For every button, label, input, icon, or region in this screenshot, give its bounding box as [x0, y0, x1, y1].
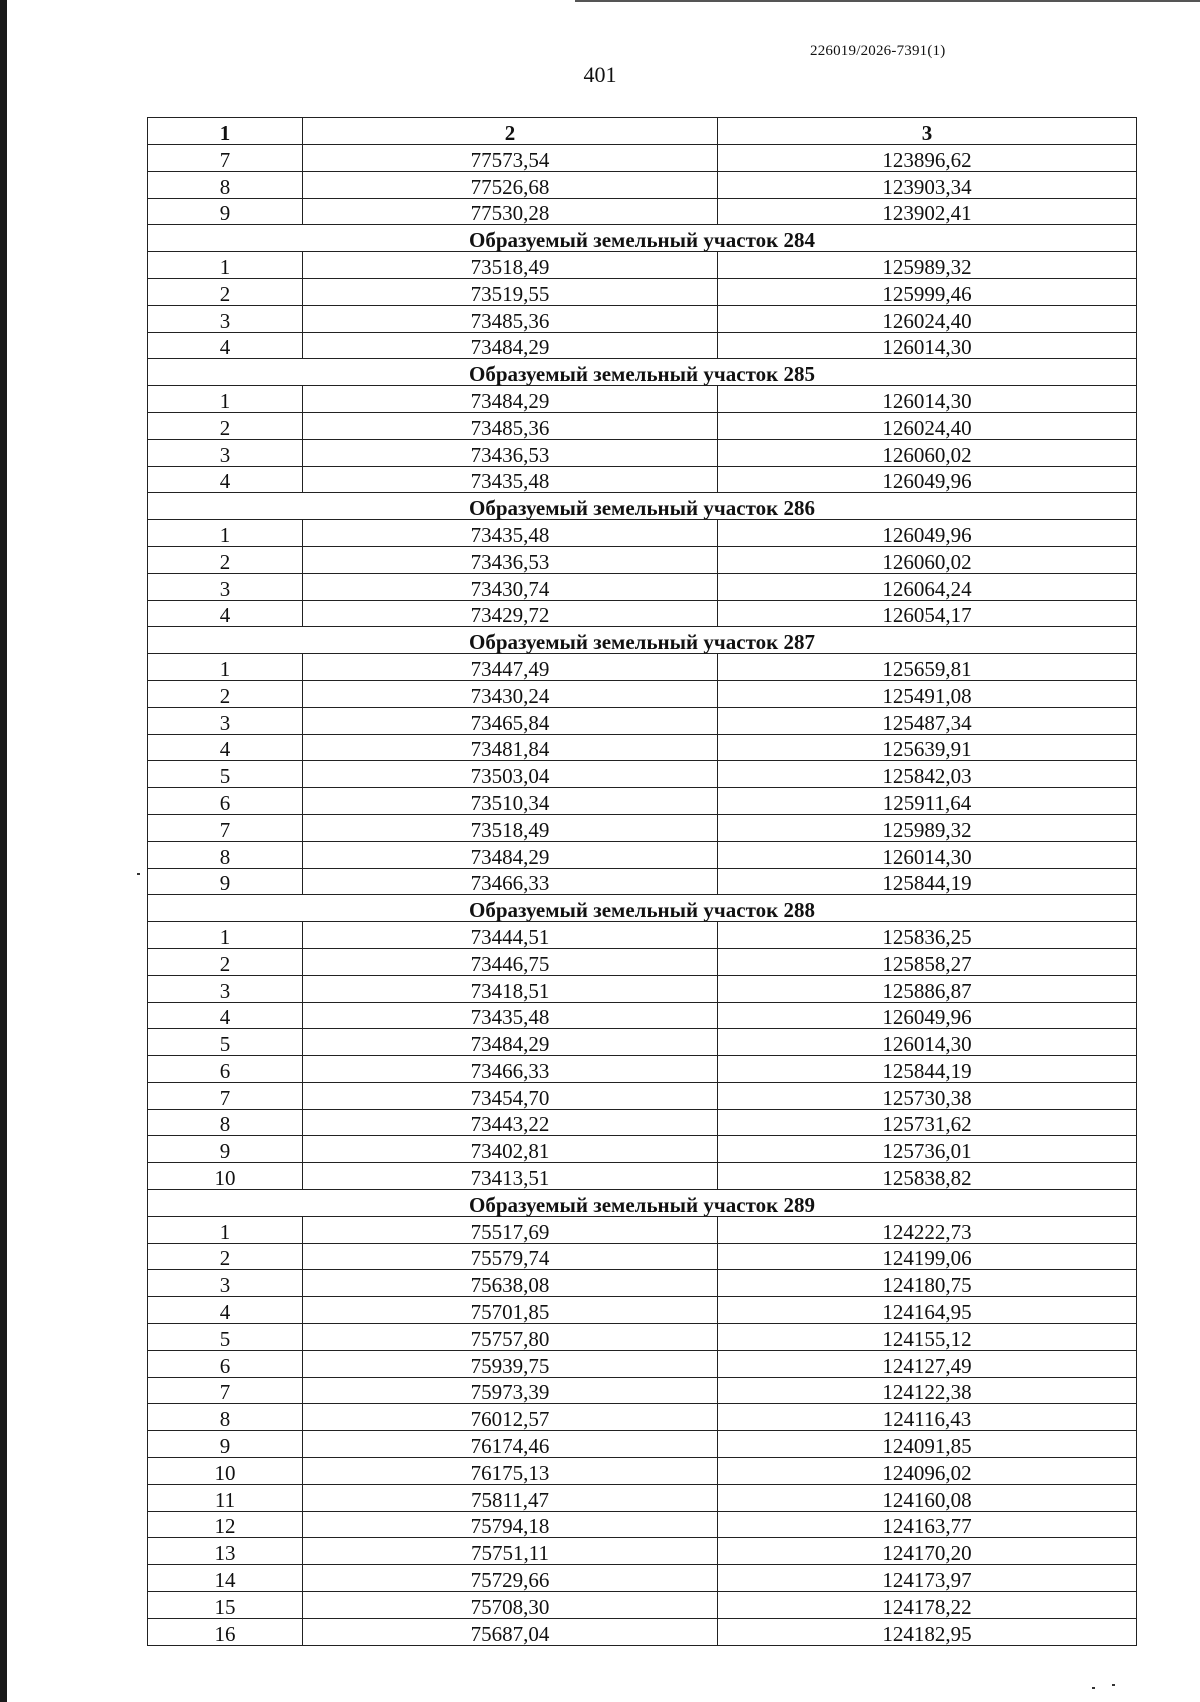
- y-coordinate-cell: 126060,02: [718, 439, 1137, 466]
- y-coordinate-cell: 126049,96: [718, 466, 1137, 493]
- point-number-cell: 10: [148, 1458, 303, 1485]
- table-row: [148, 707, 1137, 734]
- table-row: [148, 1056, 1137, 1083]
- table-row: [148, 1511, 1137, 1538]
- point-number-cell: 4: [148, 1002, 303, 1029]
- point-number-cell: 3: [148, 1270, 303, 1297]
- scan-speck: [1112, 1684, 1115, 1686]
- y-coordinate-cell: 124096,02: [718, 1458, 1137, 1485]
- x-coordinate-cell: 75939,75: [303, 1350, 718, 1377]
- y-coordinate-cell: 126049,96: [718, 520, 1137, 547]
- point-number-cell: 1: [148, 386, 303, 413]
- point-number-cell: 9: [148, 198, 303, 225]
- x-coordinate-cell: 73413,51: [303, 1163, 718, 1190]
- table-row: [148, 1029, 1137, 1056]
- y-coordinate-cell: 123903,34: [718, 171, 1137, 198]
- table-row: [148, 546, 1137, 573]
- x-coordinate-cell: 73443,22: [303, 1109, 718, 1136]
- table-row: [148, 278, 1137, 305]
- y-coordinate-cell: 125844,19: [718, 868, 1137, 895]
- point-number-cell: 12: [148, 1511, 303, 1538]
- x-coordinate-cell: 73510,34: [303, 788, 718, 815]
- table-row: [148, 814, 1137, 841]
- point-number-cell: 7: [148, 814, 303, 841]
- table-row: [148, 412, 1137, 439]
- x-coordinate-cell: 76175,13: [303, 1458, 718, 1485]
- x-coordinate-cell: 73484,29: [303, 841, 718, 868]
- x-coordinate-cell: 73430,24: [303, 680, 718, 707]
- y-coordinate-cell: 124091,85: [718, 1431, 1137, 1458]
- y-coordinate-cell: 124163,77: [718, 1511, 1137, 1538]
- y-coordinate-cell: 126024,40: [718, 412, 1137, 439]
- x-coordinate-cell: 73436,53: [303, 439, 718, 466]
- point-number-cell: 8: [148, 841, 303, 868]
- table-row: [148, 1243, 1137, 1270]
- point-number-cell: 11: [148, 1484, 303, 1511]
- point-number-cell: 15: [148, 1592, 303, 1619]
- point-number-cell: 6: [148, 1056, 303, 1083]
- x-coordinate-cell: 73418,51: [303, 975, 718, 1002]
- x-coordinate-cell: 73466,33: [303, 868, 718, 895]
- x-coordinate-cell: 76012,57: [303, 1404, 718, 1431]
- table-row: [148, 1565, 1137, 1592]
- y-coordinate-cell: 126054,17: [718, 600, 1137, 627]
- point-number-cell: 5: [148, 1324, 303, 1351]
- y-coordinate-cell: 124180,75: [718, 1270, 1137, 1297]
- x-coordinate-cell: 77530,28: [303, 198, 718, 225]
- y-coordinate-cell: 125838,82: [718, 1163, 1137, 1190]
- x-coordinate-cell: 73518,49: [303, 252, 718, 279]
- point-number-cell: 3: [148, 975, 303, 1002]
- y-coordinate-cell: 125886,87: [718, 975, 1137, 1002]
- y-coordinate-cell: 125659,81: [718, 654, 1137, 681]
- point-number-cell: 1: [148, 1216, 303, 1243]
- y-coordinate-cell: 125836,25: [718, 922, 1137, 949]
- point-number-cell: 8: [148, 171, 303, 198]
- y-coordinate-cell: 126014,30: [718, 1029, 1137, 1056]
- table-row: [148, 332, 1137, 359]
- point-number-cell: 2: [148, 948, 303, 975]
- point-number-cell: 7: [148, 1377, 303, 1404]
- point-number-cell: 3: [148, 439, 303, 466]
- point-number-cell: 4: [148, 332, 303, 359]
- table-row: [148, 1324, 1137, 1351]
- table-row: [148, 1163, 1137, 1190]
- point-number-cell: 13: [148, 1538, 303, 1565]
- y-coordinate-cell: 125858,27: [718, 948, 1137, 975]
- table-row: [148, 922, 1137, 949]
- x-coordinate-cell: 75701,85: [303, 1297, 718, 1324]
- table-row: [148, 1109, 1137, 1136]
- x-coordinate-cell: 73444,51: [303, 922, 718, 949]
- table-row: [148, 761, 1137, 788]
- x-coordinate-cell: 73503,04: [303, 761, 718, 788]
- point-number-cell: 9: [148, 868, 303, 895]
- table-row: [148, 171, 1137, 198]
- point-number-cell: 9: [148, 1136, 303, 1163]
- table-row: [148, 1270, 1137, 1297]
- point-number-cell: 1: [148, 922, 303, 949]
- table-row: [148, 948, 1137, 975]
- y-coordinate-cell: 125736,01: [718, 1136, 1137, 1163]
- point-number-cell: 1: [148, 520, 303, 547]
- y-coordinate-cell: 123896,62: [718, 145, 1137, 172]
- table-row: [148, 520, 1137, 547]
- x-coordinate-cell: 75757,80: [303, 1324, 718, 1351]
- x-coordinate-cell: 73465,84: [303, 707, 718, 734]
- point-number-cell: 6: [148, 788, 303, 815]
- section-title: Образуемый земельный участок 287: [148, 627, 1137, 654]
- y-coordinate-cell: 124173,97: [718, 1565, 1137, 1592]
- point-number-cell: 1: [148, 252, 303, 279]
- point-number-cell: 2: [148, 546, 303, 573]
- column-header-2: 2: [303, 118, 718, 145]
- x-coordinate-cell: 75579,74: [303, 1243, 718, 1270]
- table-row: [148, 1297, 1137, 1324]
- x-coordinate-cell: 73435,48: [303, 466, 718, 493]
- x-coordinate-cell: 75751,11: [303, 1538, 718, 1565]
- x-coordinate-cell: 73519,55: [303, 278, 718, 305]
- point-number-cell: 7: [148, 145, 303, 172]
- point-number-cell: 5: [148, 761, 303, 788]
- y-coordinate-cell: 125989,32: [718, 252, 1137, 279]
- x-coordinate-cell: 73435,48: [303, 520, 718, 547]
- x-coordinate-cell: 73454,70: [303, 1082, 718, 1109]
- point-number-cell: 2: [148, 680, 303, 707]
- point-number-cell: 3: [148, 573, 303, 600]
- table-row: [148, 1377, 1137, 1404]
- y-coordinate-cell: 124127,49: [718, 1350, 1137, 1377]
- x-coordinate-cell: 73430,74: [303, 573, 718, 600]
- x-coordinate-cell: 73436,53: [303, 546, 718, 573]
- x-coordinate-cell: 76174,46: [303, 1431, 718, 1458]
- section-header-row: [148, 895, 1137, 922]
- point-number-cell: 2: [148, 1243, 303, 1270]
- x-coordinate-cell: 73446,75: [303, 948, 718, 975]
- y-coordinate-cell: 125999,46: [718, 278, 1137, 305]
- table-row: [148, 1431, 1137, 1458]
- point-number-cell: 6: [148, 1350, 303, 1377]
- point-number-cell: 1: [148, 654, 303, 681]
- x-coordinate-cell: 75517,69: [303, 1216, 718, 1243]
- point-number-cell: 4: [148, 734, 303, 761]
- table-row: [148, 654, 1137, 681]
- page-number: 401: [583, 62, 617, 87]
- table-row: [148, 680, 1137, 707]
- x-coordinate-cell: 73484,29: [303, 332, 718, 359]
- y-coordinate-cell: 123902,41: [718, 198, 1137, 225]
- y-coordinate-cell: 126024,40: [718, 305, 1137, 332]
- table-row: [148, 573, 1137, 600]
- point-number-cell: 5: [148, 1029, 303, 1056]
- x-coordinate-cell: 75638,08: [303, 1270, 718, 1297]
- table-row: [148, 1136, 1137, 1163]
- x-coordinate-cell: 73484,29: [303, 1029, 718, 1056]
- y-coordinate-cell: 126014,30: [718, 841, 1137, 868]
- table-header-row: [148, 118, 1137, 145]
- table-row: [148, 600, 1137, 627]
- table-row: [148, 975, 1137, 1002]
- table-row: [148, 841, 1137, 868]
- section-title: Образуемый земельный участок 288: [148, 895, 1137, 922]
- table-row: [148, 198, 1137, 225]
- table-row: [148, 788, 1137, 815]
- table-row: [148, 868, 1137, 895]
- point-number-cell: 4: [148, 600, 303, 627]
- x-coordinate-cell: 73447,49: [303, 654, 718, 681]
- y-coordinate-cell: 125911,64: [718, 788, 1137, 815]
- section-title: Образуемый земельный участок 285: [148, 359, 1137, 386]
- coordinates-table: [147, 117, 1137, 1646]
- table-row: [148, 439, 1137, 466]
- table-row: [148, 1458, 1137, 1485]
- table-row: [148, 1216, 1137, 1243]
- x-coordinate-cell: 77573,54: [303, 145, 718, 172]
- y-coordinate-cell: 125844,19: [718, 1056, 1137, 1083]
- section-header-row: [148, 627, 1137, 654]
- point-number-cell: 10: [148, 1163, 303, 1190]
- section-title: Образуемый земельный участок 284: [148, 225, 1137, 252]
- x-coordinate-cell: 77526,68: [303, 171, 718, 198]
- y-coordinate-cell: 124116,43: [718, 1404, 1137, 1431]
- point-number-cell: 4: [148, 466, 303, 493]
- y-coordinate-cell: 124164,95: [718, 1297, 1137, 1324]
- section-header-row: [148, 225, 1137, 252]
- y-coordinate-cell: 124160,08: [718, 1484, 1137, 1511]
- y-coordinate-cell: 126014,30: [718, 332, 1137, 359]
- x-coordinate-cell: 73484,29: [303, 386, 718, 413]
- y-coordinate-cell: 124199,06: [718, 1243, 1137, 1270]
- section-title: Образуемый земельный участок 289: [148, 1190, 1137, 1217]
- scan-top-line: [575, 0, 1200, 2]
- y-coordinate-cell: 125842,03: [718, 761, 1137, 788]
- table-row: [148, 386, 1137, 413]
- x-coordinate-cell: 73466,33: [303, 1056, 718, 1083]
- table-row: [148, 1082, 1137, 1109]
- point-number-cell: 7: [148, 1082, 303, 1109]
- y-coordinate-cell: 124178,22: [718, 1592, 1137, 1619]
- y-coordinate-cell: 124170,20: [718, 1538, 1137, 1565]
- y-coordinate-cell: 126060,02: [718, 546, 1137, 573]
- y-coordinate-cell: 125487,34: [718, 707, 1137, 734]
- x-coordinate-cell: 73402,81: [303, 1136, 718, 1163]
- column-header-3: 3: [718, 118, 1137, 145]
- x-coordinate-cell: 75811,47: [303, 1484, 718, 1511]
- section-title: Образуемый земельный участок 286: [148, 493, 1137, 520]
- table-row: [148, 734, 1137, 761]
- table-row: [148, 1618, 1137, 1645]
- point-number-cell: 8: [148, 1109, 303, 1136]
- table-row: [148, 1350, 1137, 1377]
- y-coordinate-cell: 124222,73: [718, 1216, 1137, 1243]
- x-coordinate-cell: 73435,48: [303, 1002, 718, 1029]
- document-number: 226019/2026-7391(1): [810, 43, 946, 59]
- y-coordinate-cell: 126049,96: [718, 1002, 1137, 1029]
- y-coordinate-cell: 126064,24: [718, 573, 1137, 600]
- section-header-row: [148, 1190, 1137, 1217]
- x-coordinate-cell: 75708,30: [303, 1592, 718, 1619]
- y-coordinate-cell: 125730,38: [718, 1082, 1137, 1109]
- section-header-row: [148, 359, 1137, 386]
- y-coordinate-cell: 125491,08: [718, 680, 1137, 707]
- column-header-1: 1: [148, 118, 303, 145]
- scan-speck: [137, 873, 140, 875]
- table-row: [148, 1484, 1137, 1511]
- y-coordinate-cell: 125731,62: [718, 1109, 1137, 1136]
- table-row: [148, 252, 1137, 279]
- y-coordinate-cell: 125989,32: [718, 814, 1137, 841]
- point-number-cell: 8: [148, 1404, 303, 1431]
- point-number-cell: 2: [148, 278, 303, 305]
- table-row: [148, 1002, 1137, 1029]
- point-number-cell: 9: [148, 1431, 303, 1458]
- point-number-cell: 16: [148, 1618, 303, 1645]
- x-coordinate-cell: 75973,39: [303, 1377, 718, 1404]
- x-coordinate-cell: 73481,84: [303, 734, 718, 761]
- table-row: [148, 305, 1137, 332]
- table-row: [148, 1404, 1137, 1431]
- section-header-row: [148, 493, 1137, 520]
- table-row: [148, 145, 1137, 172]
- point-number-cell: 4: [148, 1297, 303, 1324]
- point-number-cell: 3: [148, 305, 303, 332]
- x-coordinate-cell: 73429,72: [303, 600, 718, 627]
- scan-left-edge: [0, 0, 7, 1702]
- x-coordinate-cell: 73485,36: [303, 305, 718, 332]
- table-row: [148, 466, 1137, 493]
- table-row: [148, 1592, 1137, 1619]
- coordinates-table-body: [148, 118, 1137, 1646]
- x-coordinate-cell: 73485,36: [303, 412, 718, 439]
- y-coordinate-cell: 124155,12: [718, 1324, 1137, 1351]
- point-number-cell: 14: [148, 1565, 303, 1592]
- y-coordinate-cell: 125639,91: [718, 734, 1137, 761]
- point-number-cell: 3: [148, 707, 303, 734]
- x-coordinate-cell: 75687,04: [303, 1618, 718, 1645]
- x-coordinate-cell: 75729,66: [303, 1565, 718, 1592]
- table-row: [148, 1538, 1137, 1565]
- scan-speck: [1092, 1687, 1095, 1689]
- point-number-cell: 2: [148, 412, 303, 439]
- y-coordinate-cell: 124122,38: [718, 1377, 1137, 1404]
- y-coordinate-cell: 124182,95: [718, 1618, 1137, 1645]
- y-coordinate-cell: 126014,30: [718, 386, 1137, 413]
- x-coordinate-cell: 75794,18: [303, 1511, 718, 1538]
- x-coordinate-cell: 73518,49: [303, 814, 718, 841]
